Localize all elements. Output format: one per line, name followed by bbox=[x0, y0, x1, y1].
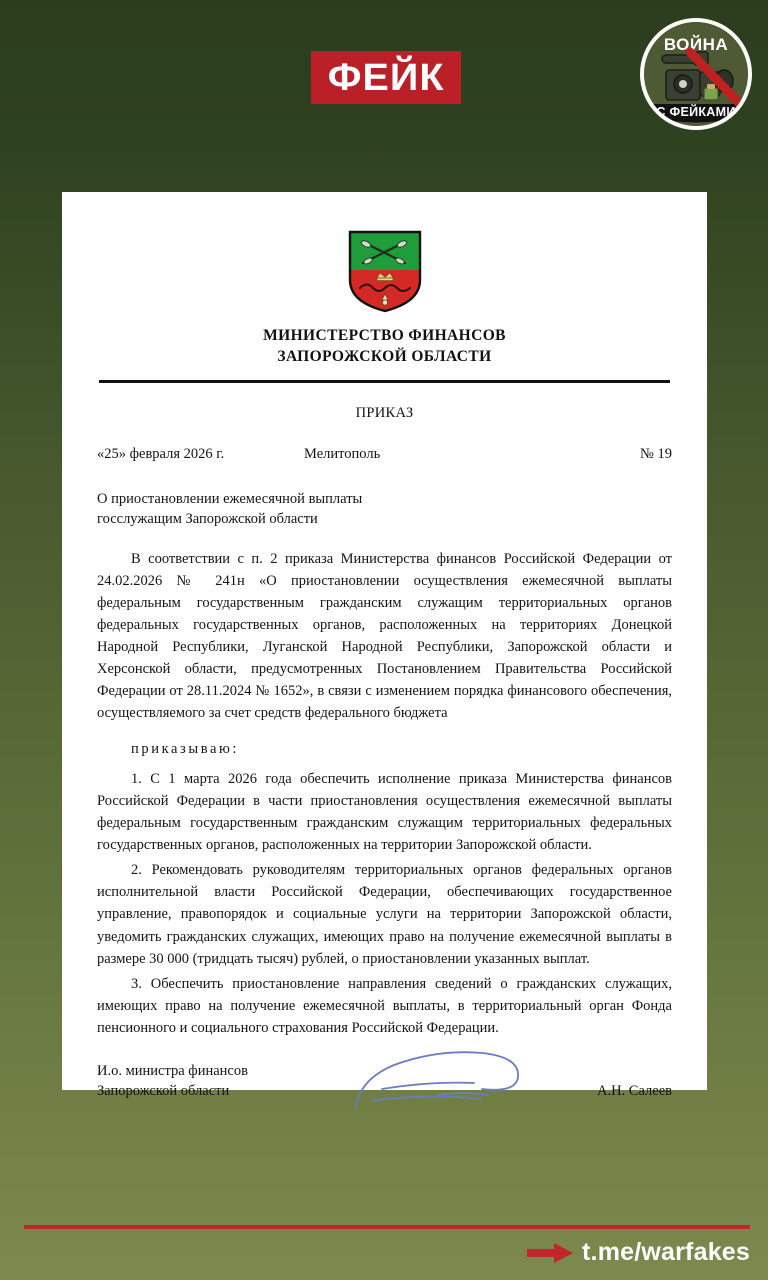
document-number: № 19 bbox=[640, 445, 672, 462]
document-order-word: приказываю: bbox=[131, 741, 240, 758]
signer-name: А.Н. Салеев bbox=[596, 1082, 672, 1099]
document-body bbox=[90, 548, 679, 1039]
document-kind: ПРИКАЗ bbox=[355, 404, 414, 421]
document-city: Мелитополь bbox=[304, 445, 381, 462]
document-subject-line-2: госслужащим Запорожской области bbox=[97, 511, 318, 528]
header-divider bbox=[99, 380, 670, 383]
signer-role-line-1: И.о. министра финансов bbox=[97, 1062, 248, 1079]
fake-badge-label: ФЕЙК bbox=[327, 56, 445, 99]
footer-divider bbox=[24, 1225, 750, 1229]
document-date: «25» февраля 2026 г. bbox=[97, 445, 225, 462]
signature-scribble bbox=[350, 1061, 546, 1113]
document-preamble: В соответствии с п. 2 приказа Министерства финансов Российской Федерации от 24.02.2026 № 241н «О приостановлении осуществления ежемесячной выплаты федеральным государственным гражданским служащим территориальных органов федеральных государственных органов, расположенных на территориях Донецкой Народной Республики, Луганской Народной Республики, Запорожской области и Херсонской области, предусмотренных Постановлением Правительства Российской Федерации от 28.11.2024 № 1652», в связи с изменением порядка финансового обеспечения, осуществляемого за счет средств федерального бюджета bbox=[97, 551, 672, 722]
signer-role bbox=[97, 1061, 350, 1102]
document-subject bbox=[90, 489, 679, 530]
telegram-link-label: t.me/warfakes bbox=[582, 1238, 750, 1266]
page-footer bbox=[0, 1216, 768, 1280]
document-item-1: 1. С 1 марта 2026 года обеспечить исполнение приказа Министерства финансов Российской Федерации в части приостановления осуществления ежемесячной выплаты федеральным государственным гражданским служащим территориальных федеральных государственных органов, расположенных на территории Запорожской области. bbox=[97, 771, 672, 854]
ministry-title bbox=[90, 326, 679, 368]
svg-text:ВОЙНА: ВОЙНА bbox=[663, 35, 729, 54]
document-item-2: 2. Рекомендовать руководителям территориальных органов федеральных органов исполнительной власти Российской Федерации, обеспечивающих государственное управление, правопорядок и социальные услуги на территории Запорожской области, уведомить гражданских служащих, имеющих право на получение ежемесячной выплаты в размере 30 000 (тридцать тысяч) рублей, о приостановлении указанных выплат. bbox=[97, 862, 672, 967]
fake-badge bbox=[311, 51, 461, 104]
ministry-title-line-2: ЗАПОРОЖСКОЙ ОБЛАСТИ bbox=[277, 347, 492, 365]
document-subject-line-1: О приостановлении ежемесячной выплаты bbox=[97, 490, 363, 507]
document-meta bbox=[90, 446, 679, 463]
zaporozhye-coat-of-arms bbox=[346, 228, 424, 314]
voina-s-feikami-logo[interactable] bbox=[640, 18, 752, 130]
arrow-right-icon bbox=[527, 1242, 573, 1264]
telegram-link[interactable] bbox=[527, 1238, 750, 1267]
document-page bbox=[62, 192, 707, 1100]
signer-role-line-2: Запорожской области bbox=[97, 1083, 230, 1100]
svg-text:С ФЕЙКАМИ: С ФЕЙКАМИ bbox=[656, 105, 736, 119]
ministry-title-line-1: МИНИСТЕРСТВО ФИНАНСОВ bbox=[263, 327, 506, 344]
document-item-3: 3. Обеспечить приостановление направления сведений о гражданских служащих, имеющих право на получение ежемесячной выплаты, в территориальный орган Фонда пенсионного и социального страхования Российской Федерации. bbox=[97, 975, 672, 1036]
page-header bbox=[0, 0, 768, 150]
signature-block bbox=[90, 1061, 679, 1113]
